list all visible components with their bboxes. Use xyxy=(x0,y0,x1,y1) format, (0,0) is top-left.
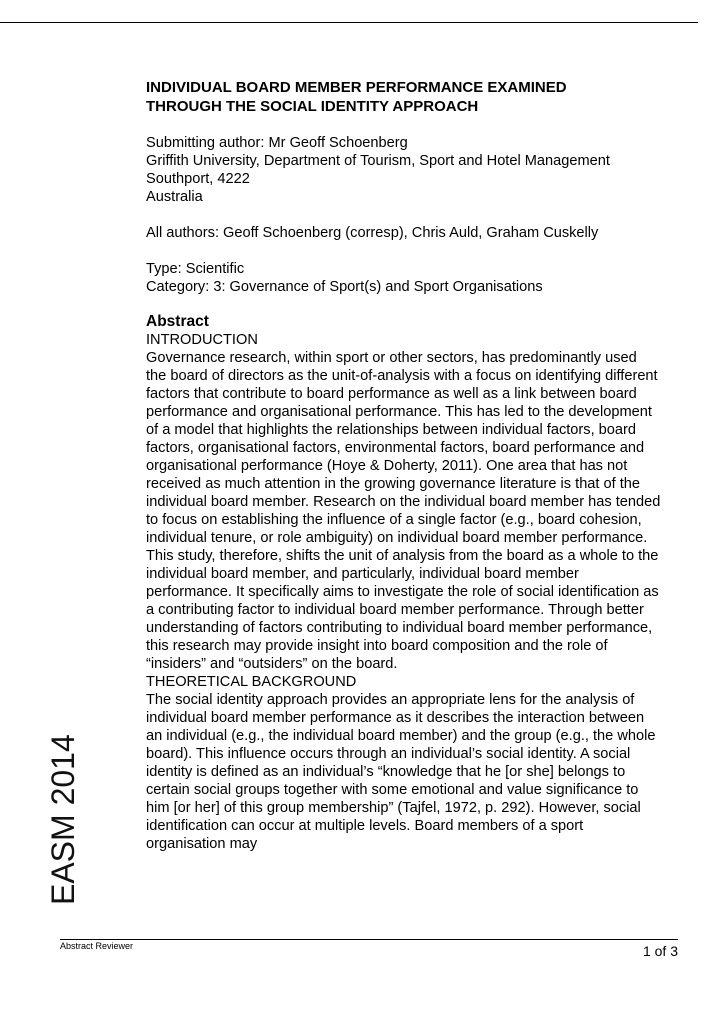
city: Southport, 4222 xyxy=(146,171,250,187)
affiliation: Griffith University, Department of Tourism, Sport and Hotel Management xyxy=(146,153,610,169)
conference-side-label: EASM 2014 xyxy=(45,734,81,905)
country: Australia xyxy=(146,189,203,205)
abstract-heading: Abstract xyxy=(146,313,209,330)
document-body xyxy=(146,78,661,853)
footer-rule xyxy=(60,939,678,940)
title-line-1: INDIVIDUAL BOARD MEMBER PERFORMANCE EXAMINED xyxy=(146,79,567,96)
intro-heading: INTRODUCTION xyxy=(146,332,258,348)
submitting-author: Submitting author: Mr Geoff Schoenberg xyxy=(146,135,408,151)
category: Category: 3: Governance of Sport(s) and Sport Organisations xyxy=(146,279,543,295)
type: Type: Scientific xyxy=(146,261,245,277)
submitting-author-block xyxy=(146,134,661,206)
theory-heading: THEORETICAL BACKGROUND xyxy=(146,674,357,690)
type-category-block xyxy=(146,260,661,296)
document-title xyxy=(146,78,661,116)
theory-paragraph: The social identity approach provides an appropriate lens for the analysis of individual board member performance as it describes the interaction between an individual (e.g., the individual board member) and the group (e.g., the whole board). This influence occurs through an individual’s social identity. A social identity is defined as an individual’s “knowledge that he [or she] belongs to certain social groups together with some emotional and value significance to him [or her] of this group membership” (Tajfel, 1972, p. 292). However, social identification can occur at multiple levels. Board members of a sport organisation may xyxy=(146,692,656,852)
title-line-2: THROUGH THE SOCIAL IDENTITY APPROACH xyxy=(146,98,479,115)
page-number: 1 of 3 xyxy=(642,943,678,959)
intro-paragraph: Governance research, within sport or other sectors, has predominantly used the board of directors as the unit-of-analysis with a focus on identifying different factors that contribute to board performance as well as a link between board performance and organisational performance. This has led to the development of a model that highlights the relationships between individual factors, board factors, organisational factors, environmental factors, board performance and organisational performance (Hoye & Doherty, 2011). One area that has not received as much attention in the growing governance literature is that of the individual board member. Research on the individual board member has tended to focus on establishing the influence of a single factor (e.g., board cohesion, individual tenure, or role ambiguity) on individual board member performance. This study, therefore, shifts the unit of analysis from the board as a whole to the individual board member, and particularly, individual board member performance. It specifically aims to investigate the role of social identification as a contributing factor to individual board member performance. Through better understanding of factors contributing to individual board member performance, this research may provide insight into board composition and the role of “insiders” and “outsiders” on the board. xyxy=(146,350,661,672)
top-rule xyxy=(0,22,698,23)
all-authors: All authors: Geoff Schoenberg (corresp), Chris Auld, Graham Cuskelly xyxy=(146,225,599,241)
footer-reviewer-label: Abstract Reviewer xyxy=(60,941,134,951)
